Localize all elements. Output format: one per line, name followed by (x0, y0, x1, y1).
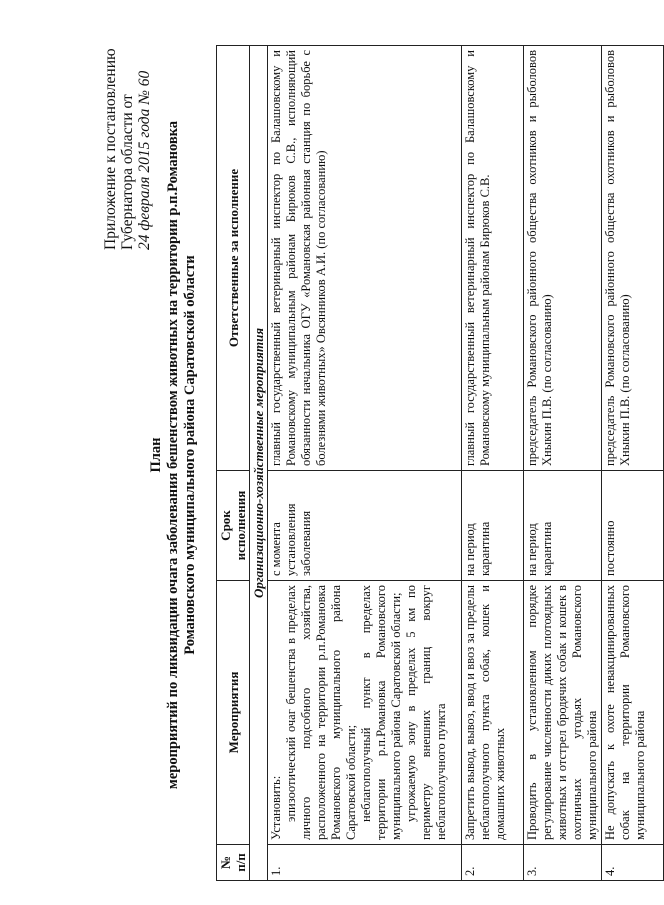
section-title: Организационно-хозяйственные мероприятия (250, 46, 268, 881)
row-measure: Не допускать к охоте невакцинированных собак на территории Романовского муниципального района (602, 581, 664, 845)
measure-lead: Установить: (269, 775, 283, 840)
header-measure: Мероприятия (217, 581, 250, 845)
plan-table (216, 45, 664, 881)
row-responsible: председатель Романовского районного общества охотников и рыболовов Хныкин П.В. (по согласованию) (602, 46, 664, 471)
appendix-line-2: Губернатора области от (119, 94, 136, 250)
row-measure (268, 581, 462, 845)
row-responsible: главный государственный ветеринарный инспектор по Балашовскому и Романовскому муниципальным районам Бирюков С.В. (462, 46, 524, 471)
measure-part: неблагополучный пункт в пределах территории р.п.Романовка Романовского муниципального района Саратовской области; (359, 585, 403, 840)
measure-part: угрожаемую зону в пределах 5 км по периметру внешних границ вокруг неблагополучного пункта (404, 585, 448, 840)
row-measure: Проводить в установленном порядке регулирование численности диких плотоядных животных и отстрел бродячих собак и кошек в охотничьих угодьях Романовского муниципального района (524, 581, 602, 845)
appendix-line-1: Приложение к постановлению (102, 48, 119, 250)
header-num: № п/п (217, 845, 250, 881)
document-title (148, 45, 199, 865)
appendix-note (102, 10, 153, 250)
table-row (462, 46, 524, 881)
header-term: Срок исполнения (217, 471, 250, 581)
row-num: 2. (462, 845, 524, 881)
row-num: 3. (524, 845, 602, 881)
row-term: на период карантина (462, 471, 524, 581)
appendix-line-3: 24 февраля 2015 года № 60 (136, 70, 153, 250)
table-row (524, 46, 602, 881)
row-responsible: главный государственный ветеринарный инспектор по Балашовскому и Романовскому муниципальным районам Бирюков С.В., исполняющий обязанности начальника ОГУ «Романовская районная станция по борьбе с болезнями животных» Овсянников А.И. (по согласованию) (268, 46, 462, 471)
row-measure: Запретить вывод, вывоз, ввод и ввоз за пределы неблагополучного пункта собак, кошек и домашних животных (462, 581, 524, 845)
section-row (250, 46, 268, 881)
row-responsible: председатель Романовского районного общества охотников и рыболовов Хныкин П.В. (по согласованию) (524, 46, 602, 471)
row-term: на период карантина (524, 471, 602, 581)
title-line-1: План (148, 437, 164, 473)
measure-part: эпизоотический очаг бешенства в пределах личного подсобного хозяйства, расположенного на территории р.п.Романовка Романовского муниципального района Саратовской области; (284, 585, 358, 840)
title-line-3: Романовского муниципального района Саратовской области (182, 255, 198, 655)
table-row (602, 46, 664, 881)
row-num: 4. (602, 845, 664, 881)
row-term: с момента установления заболевания (268, 471, 462, 581)
row-term: постоянно (602, 471, 664, 581)
table-header-row (217, 46, 250, 881)
row-num: 1. (268, 845, 462, 881)
header-responsible: Ответственные за исполнение (217, 46, 250, 471)
table-row (268, 46, 462, 881)
title-line-2: мероприятий по ликвидации очага заболевания бешенством животных на территории р.п.Романовка (165, 120, 181, 790)
